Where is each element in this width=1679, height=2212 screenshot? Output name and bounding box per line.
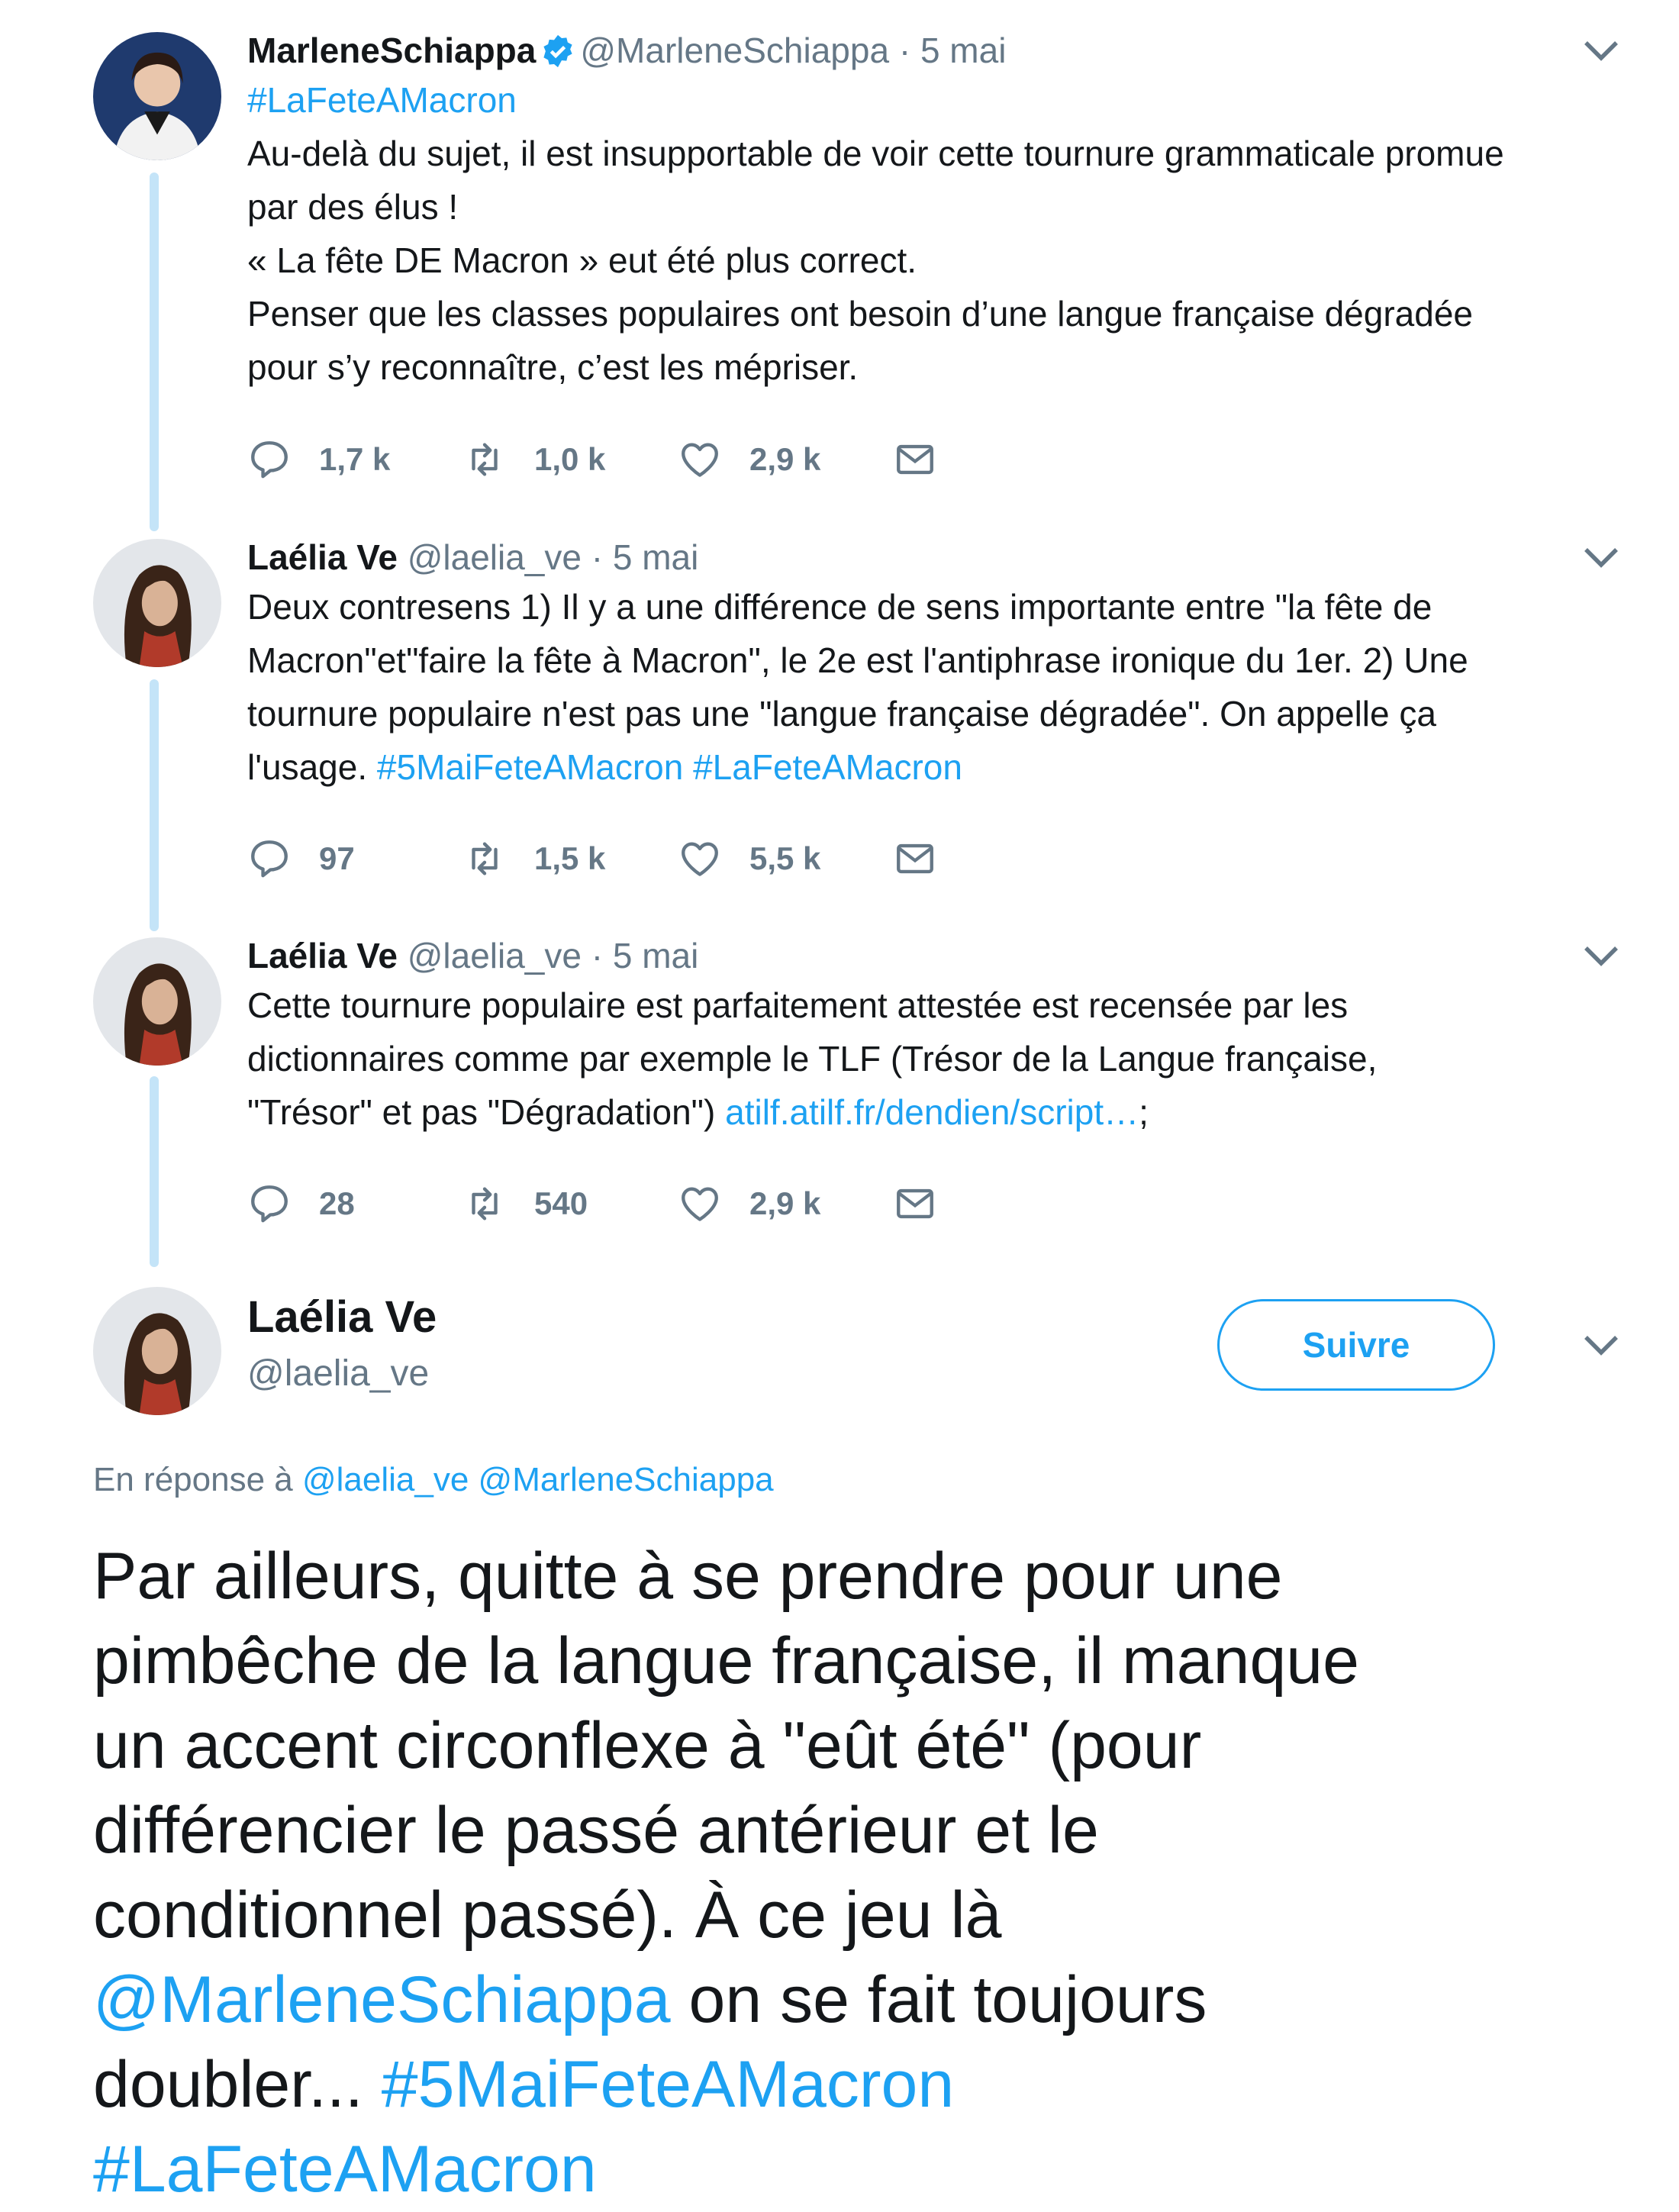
like-button[interactable] (678, 1182, 893, 1226)
tweet-header (247, 933, 1618, 979)
tweet-1[interactable] (247, 27, 1618, 394)
retweet-button[interactable] (462, 837, 678, 881)
reply-button[interactable] (247, 437, 462, 482)
like-count: 2,9 k (749, 441, 821, 477)
tweet-body (247, 580, 1618, 794)
tweet-body (247, 979, 1618, 1139)
tweet-actions (247, 433, 1108, 486)
main-text-line: Par ailleurs, quitte à se prendre pour une (93, 1540, 1283, 1613)
tweet-body (247, 73, 1618, 394)
hashtag[interactable]: #LaFeteAMacron (247, 80, 517, 120)
tweet-text: "Trésor" et pas "Dégradation") (247, 1092, 726, 1132)
chevron-down-icon[interactable] (1578, 534, 1624, 580)
tweet-text-line: par des élus ! (247, 187, 459, 227)
thread-line (150, 679, 159, 931)
retweet-icon (462, 437, 507, 482)
author-name[interactable]: Laélia Ve (247, 936, 398, 975)
tweet-date[interactable]: · 5 mai (591, 537, 699, 577)
thread-line (150, 1076, 159, 1267)
reply-icon (247, 837, 292, 881)
hashtag[interactable]: #LaFeteAMacron (93, 2133, 597, 2206)
reply-button[interactable] (247, 1182, 462, 1226)
tweet-text-line (247, 740, 1618, 794)
dm-button[interactable] (893, 1182, 1108, 1226)
reply-mentions[interactable]: @laelia_ve @MarleneSchiappa (301, 1461, 774, 1498)
tweet-2[interactable] (247, 534, 1618, 794)
like-count: 5,5 k (749, 840, 821, 876)
like-button[interactable] (678, 837, 893, 881)
avatar[interactable] (93, 1287, 221, 1415)
main-tweet-text (93, 1534, 1627, 2212)
tweet-header (247, 27, 1618, 73)
tweet-text: ; (1139, 1092, 1149, 1132)
main-text-line (93, 2043, 1627, 2127)
heart-icon (678, 437, 722, 482)
chevron-down-icon[interactable] (1578, 1322, 1624, 1368)
reply-count: 28 (319, 1185, 355, 1221)
hashtag[interactable]: #LaFeteAMacron (683, 747, 962, 787)
tweet-text-line: Cette tournure populaire est parfaitement attestée est recensée par les (247, 985, 1349, 1025)
author-name[interactable]: MarleneSchiappa (247, 31, 537, 70)
avatar[interactable] (93, 937, 221, 1066)
author-handle[interactable]: @laelia_ve (407, 936, 582, 975)
like-count: 2,9 k (749, 1185, 821, 1221)
main-text-line: différencier le passé antérieur et le (93, 1794, 1099, 1867)
heart-icon (678, 1182, 722, 1226)
retweet-button[interactable] (462, 437, 678, 482)
retweet-button[interactable] (462, 1182, 678, 1226)
retweet-count: 1,5 k (534, 840, 606, 876)
main-text-fragment: doubler... (93, 2048, 382, 2121)
retweet-count: 540 (534, 1185, 588, 1221)
tweet-text-line: Macron"et"faire la fête à Macron", le 2e est l'antiphrase ironique du 1er. 2) Une (247, 640, 1468, 680)
chevron-down-icon[interactable] (1578, 933, 1624, 979)
avatar[interactable] (93, 539, 221, 667)
main-text-line: un accent circonflexe à "eût été" (pour (93, 1709, 1202, 1782)
mention-link[interactable]: @MarleneSchiappa (93, 1963, 671, 2036)
tweet-text-line: Deux contresens 1) Il y a une différence de sens importante entre "la fête de (247, 587, 1432, 627)
tweet-3[interactable] (247, 933, 1618, 1139)
main-text-line (93, 2127, 1627, 2212)
tweet-date[interactable]: · 5 mai (591, 936, 699, 975)
like-button[interactable] (678, 437, 893, 482)
main-text-line: pimbêche de la langue française, il manque (93, 1624, 1359, 1698)
avatar[interactable] (93, 32, 221, 160)
main-text-fragment: on se fait toujours (670, 1963, 1207, 2036)
dm-button[interactable] (893, 837, 1108, 881)
main-text-line (93, 1958, 1627, 2043)
reply-count: 1,7 k (319, 441, 391, 477)
chevron-down-icon[interactable] (1578, 27, 1624, 73)
follow-button[interactable]: Suivre (1217, 1299, 1495, 1391)
hashtag[interactable]: #5MaiFeteAMacron (381, 2048, 955, 2121)
tweet-actions (247, 832, 1108, 885)
reply-context (93, 1461, 774, 1499)
tweet-text: l'usage. (247, 747, 377, 787)
retweet-icon (462, 1182, 507, 1226)
dm-button[interactable] (893, 437, 1108, 482)
envelope-icon (893, 1182, 937, 1226)
tweet-text-line: Au-delà du sujet, il est insupportable de voir cette tournure grammaticale promue (247, 134, 1504, 173)
reply-button[interactable] (247, 837, 462, 881)
heart-icon (678, 837, 722, 881)
verified-icon (540, 34, 575, 69)
tweet-actions (247, 1177, 1108, 1230)
reply-icon (247, 437, 292, 482)
reply-prefix: En réponse à (93, 1461, 302, 1498)
envelope-icon (893, 837, 937, 881)
tweet-text-line: dictionnaires comme par exemple le TLF (Trésor de la Langue française, (247, 1039, 1378, 1079)
tweet-text-line: tournure populaire n'est pas une "langue française dégradée". On appelle ça (247, 694, 1436, 734)
reply-icon (247, 1182, 292, 1226)
reply-count: 97 (319, 840, 355, 876)
main-author-name[interactable]: Laélia Ve (247, 1292, 437, 1342)
tweet-text-line: pour s’y reconnaître, c’est les mépriser. (247, 347, 859, 387)
tweet-text-line (247, 1085, 1618, 1139)
author-handle[interactable]: @MarleneSchiappa (580, 31, 890, 70)
envelope-icon (893, 437, 937, 482)
main-text-line: conditionnel passé). À ce jeu là (93, 1878, 1002, 1952)
tweet-header (247, 534, 1618, 580)
retweet-count: 1,0 k (534, 441, 606, 477)
hashtag[interactable]: #5MaiFeteAMacron (376, 747, 684, 787)
author-handle[interactable]: @laelia_ve (407, 537, 582, 577)
tweet-text-line: Penser que les classes populaires ont besoin d’une langue française dégradée (247, 294, 1473, 334)
thread-line (150, 173, 159, 531)
author-name[interactable]: Laélia Ve (247, 537, 398, 577)
tweet-link[interactable]: atilf.atilf.fr/dendien/script… (725, 1092, 1139, 1132)
main-author-handle[interactable]: @laelia_ve (247, 1353, 430, 1394)
retweet-icon (462, 837, 507, 881)
tweet-date[interactable]: · 5 mai (898, 31, 1007, 70)
tweet-text-line: « La fête DE Macron » eut été plus correct. (247, 240, 917, 280)
